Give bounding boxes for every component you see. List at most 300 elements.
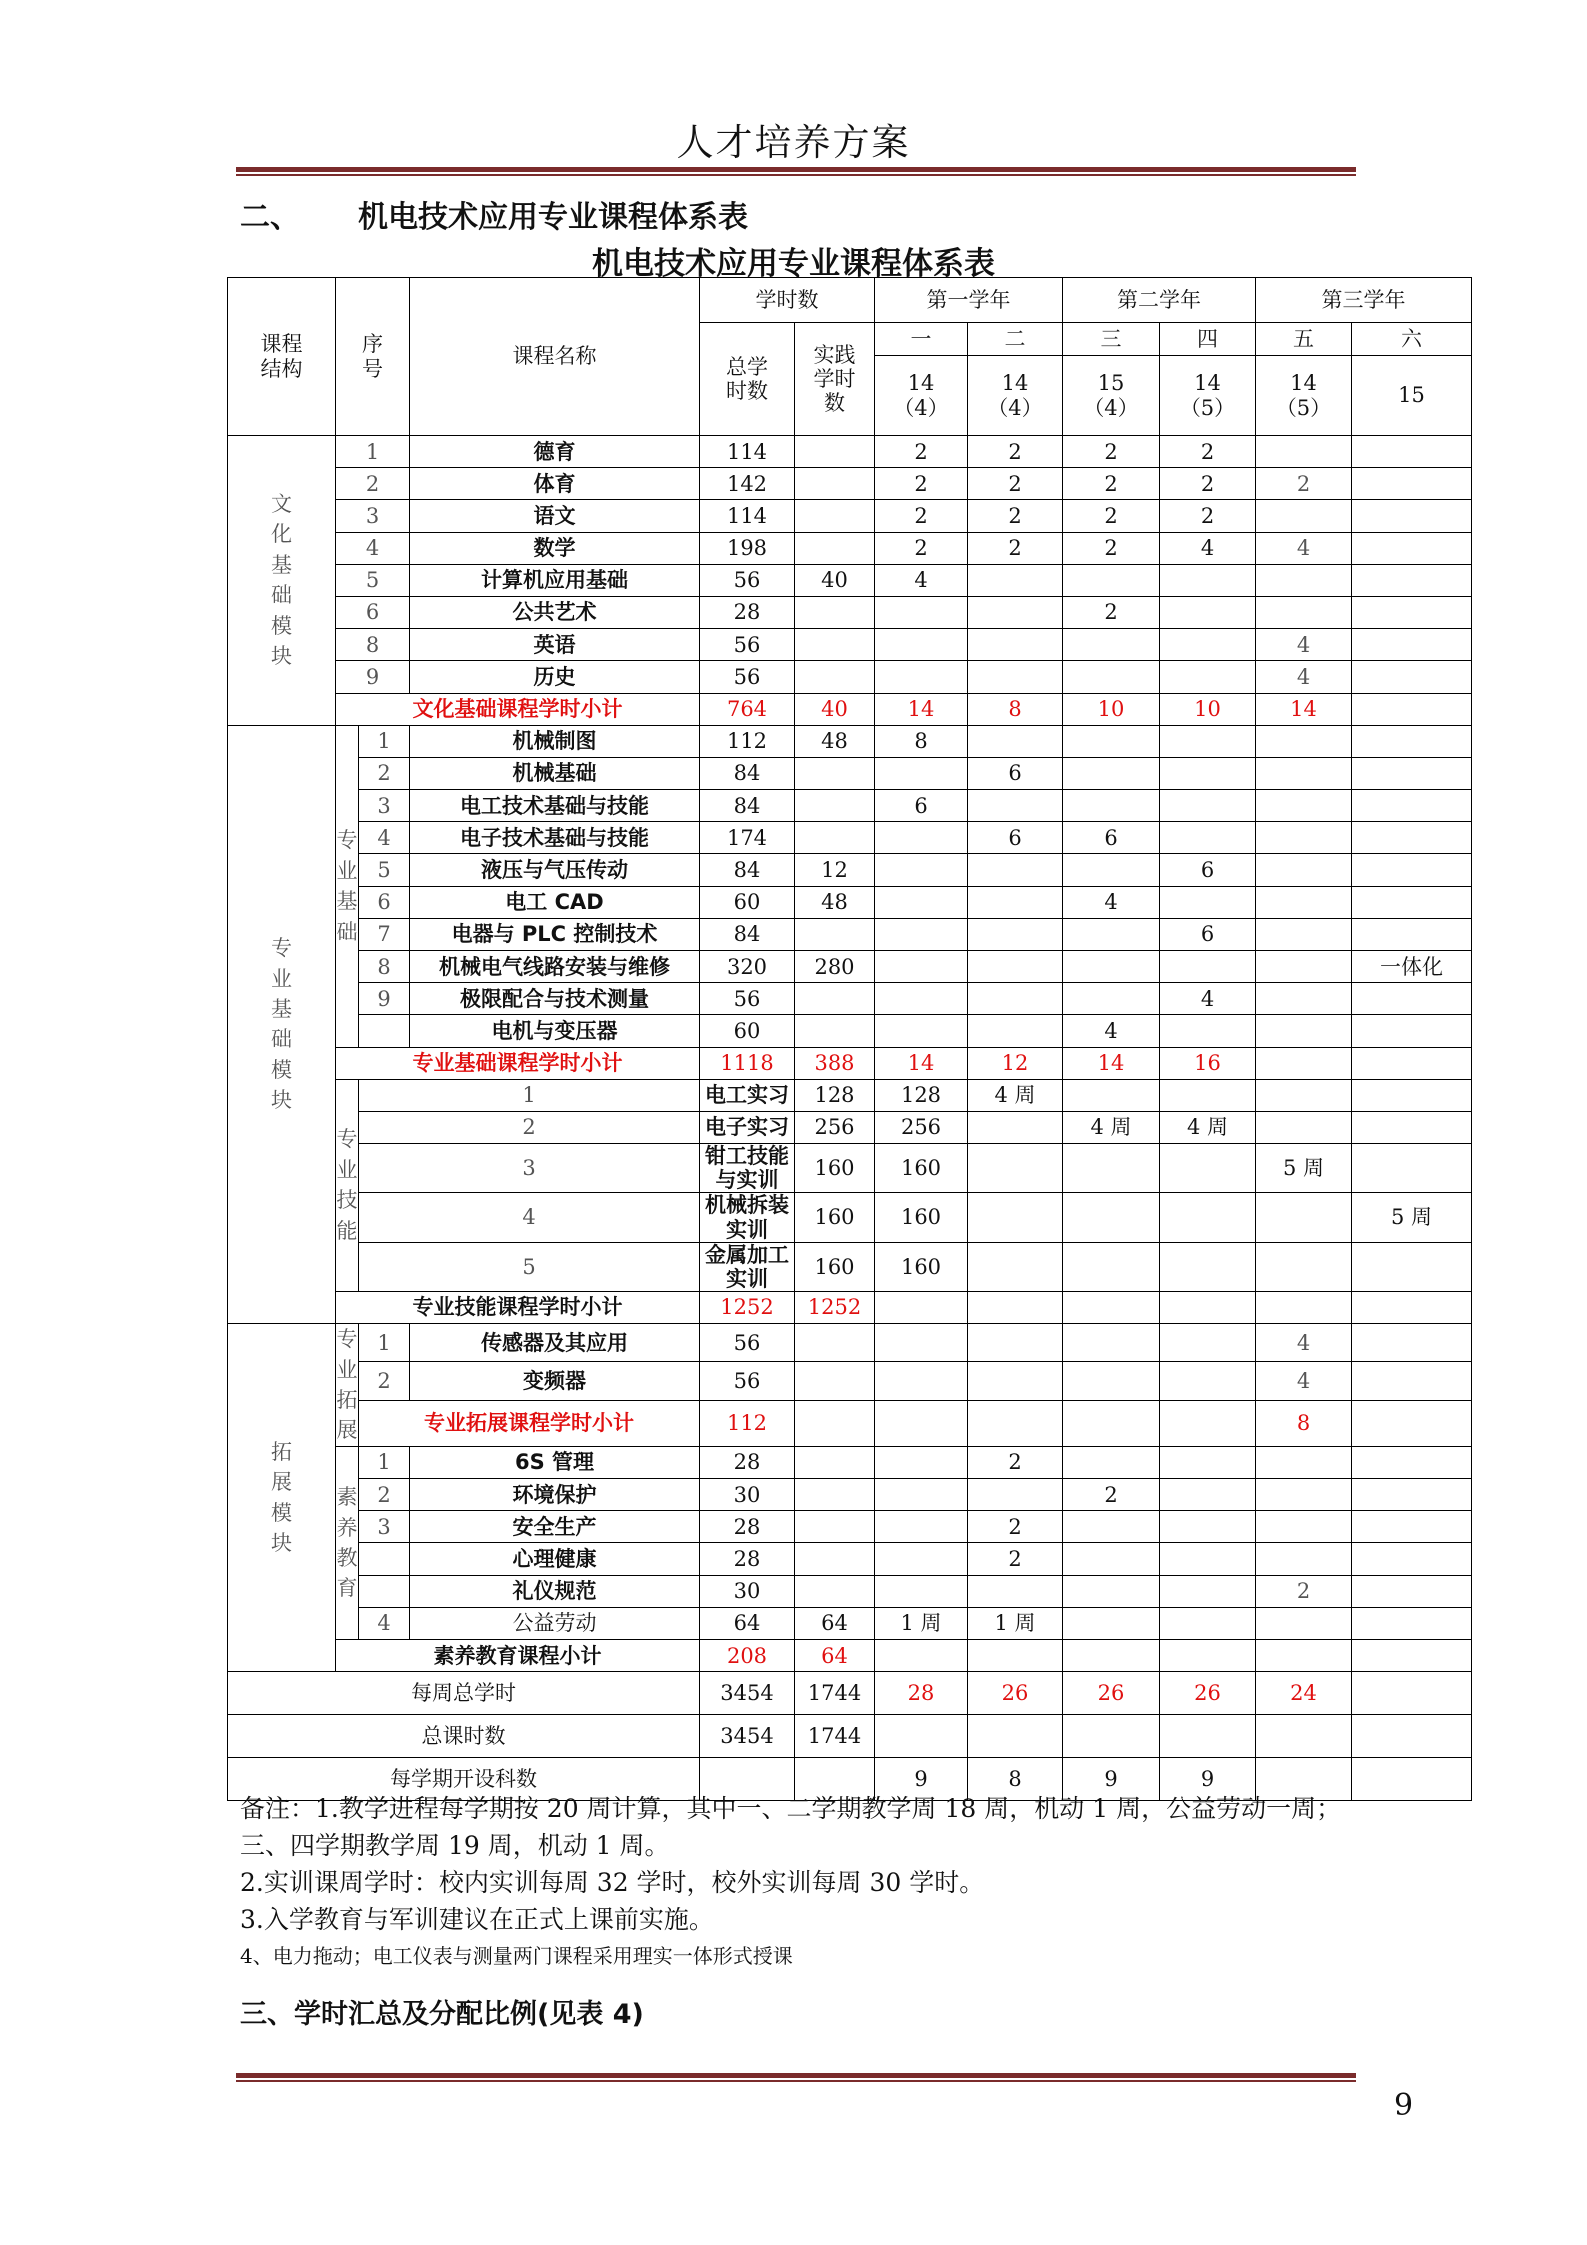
- module-extension: 拓 展 模 块: [228, 1324, 336, 1672]
- term-6-cell: [1352, 532, 1472, 564]
- course-name-cell: 英语: [410, 629, 700, 661]
- col-seq: 序 号: [336, 278, 410, 436]
- term-3-cell: [1063, 1446, 1160, 1478]
- seq-cell: 3: [336, 500, 410, 532]
- term-5-cell: [1256, 1446, 1352, 1478]
- term-3-cell: 4: [1063, 1015, 1160, 1047]
- seq-cell: 4: [336, 532, 410, 564]
- total-hours-cell: 114: [700, 436, 795, 468]
- seq-cell: 4: [359, 1607, 410, 1639]
- weekly-total-label: 每周总学时: [228, 1672, 700, 1715]
- term-1-cell: 2: [875, 436, 968, 468]
- term-5-cell: [1256, 1607, 1352, 1639]
- seq-cell: 9: [336, 661, 410, 693]
- seq-cell: [359, 1543, 410, 1575]
- term-5-cell: [1256, 886, 1352, 918]
- term-6-cell: 一体化: [1352, 951, 1472, 983]
- col-practice-hours: 实践 学时 数: [795, 323, 875, 436]
- term-2-cell: [968, 1575, 1063, 1607]
- course-name-cell: 公共艺术: [410, 596, 700, 628]
- total-hours-cell: 160: [795, 1193, 875, 1242]
- practice-hours-cell: 256: [875, 1111, 968, 1143]
- total-hours-cell: 320: [700, 951, 795, 983]
- term-5-cell: 24: [1256, 1672, 1352, 1715]
- table-row: [228, 1079, 1472, 1111]
- term-6-cell: [1352, 725, 1472, 757]
- seq-cell: 2: [359, 1479, 410, 1511]
- term-6-cell: [1352, 436, 1472, 468]
- term-1-cell: 2: [875, 468, 968, 500]
- table-row: [228, 1479, 1472, 1511]
- table-row: [228, 1111, 1472, 1143]
- course-name-cell: 历史: [410, 661, 700, 693]
- practice-hours-cell: [795, 1015, 875, 1047]
- term-5-cell: [1256, 1015, 1352, 1047]
- term-2-cell: 4 周: [1063, 1111, 1160, 1143]
- module-major: 专 业 基 础 模 块: [228, 725, 336, 1323]
- subtotal-row: [228, 1640, 1472, 1672]
- practice-hours-cell: [795, 918, 875, 950]
- table-row: [228, 983, 1472, 1015]
- course-name-cell: 机械电气线路安装与维修: [410, 951, 700, 983]
- table-row: [228, 1015, 1472, 1047]
- term-2-cell: 2: [968, 1511, 1063, 1543]
- term-1-cell: [875, 757, 968, 789]
- term-3-cell: 10: [1063, 693, 1160, 725]
- seq-cell: 3: [359, 1511, 410, 1543]
- term-5-cell: [1256, 790, 1352, 822]
- course-name-cell: 变频器: [410, 1362, 700, 1400]
- term-2-cell: 1 周: [968, 1607, 1063, 1639]
- subtotal-total-cell: 1252: [700, 1291, 795, 1323]
- header-rule-thick: [236, 167, 1356, 172]
- total-hours-cell: 28: [700, 1543, 795, 1575]
- term-4-cell: 16: [1160, 1047, 1256, 1079]
- document-header-title: 人才培养方案: [676, 121, 911, 164]
- section-3-heading: 三、学时汇总及分配比例(见表 4): [240, 1999, 644, 2030]
- term-5-cell: [1256, 918, 1352, 950]
- practice-hours-cell: 160: [875, 1242, 968, 1291]
- col-term-5: 五: [1256, 323, 1352, 356]
- term-4-cell: [1160, 757, 1256, 789]
- term-1-cell: [875, 1715, 968, 1758]
- term-2-cell: 6: [968, 822, 1063, 854]
- term-4-cell: 9: [1160, 1758, 1256, 1801]
- seq-cell: 5: [359, 854, 410, 886]
- term-2-cell: [968, 1324, 1063, 1362]
- term-5-cell: [1256, 951, 1352, 983]
- note-3: 3.入学教育与军训建议在正式上课前实施。: [240, 1905, 714, 1934]
- col-course-name: 课程名称: [410, 278, 700, 436]
- term-1-cell: 4: [875, 564, 968, 596]
- col-weeks-3: 15 （4）: [1063, 356, 1160, 436]
- total-hours-cell: 60: [700, 886, 795, 918]
- term-3-cell: [1063, 1400, 1160, 1446]
- submodule-ext-major: 专 业 拓 展: [336, 1324, 359, 1447]
- term-4-cell: 4: [1160, 532, 1256, 564]
- term-5-cell: 4: [1256, 1362, 1352, 1400]
- col-year-3: 第三学年: [1256, 278, 1472, 323]
- term-6-cell: [1352, 1640, 1472, 1672]
- term-2-cell: 2: [968, 1543, 1063, 1575]
- submodule-ext-quality: 素 养 教 育: [336, 1446, 359, 1639]
- subtotal-row: [228, 1291, 1472, 1323]
- seq-cell: 8: [359, 951, 410, 983]
- subtotal-practice-cell: 388: [795, 1047, 875, 1079]
- seq-cell: 4: [359, 822, 410, 854]
- col-year-2: 第二学年: [1063, 278, 1256, 323]
- term-2-cell: [1063, 1079, 1160, 1111]
- practice-hours-cell: 12: [795, 854, 875, 886]
- term-4-cell: [1160, 1543, 1256, 1575]
- practice-hours-cell: [795, 1511, 875, 1543]
- table-row: [228, 1607, 1472, 1639]
- term-4-cell: [1160, 951, 1256, 983]
- course-name-cell: 机械基础: [410, 757, 700, 789]
- course-name-cell: 电工技术基础与技能: [410, 790, 700, 822]
- seq-cell: 2: [359, 757, 410, 789]
- term-2-cell: 2: [968, 500, 1063, 532]
- term-2-cell: [968, 1640, 1063, 1672]
- seq-cell: 2: [359, 1111, 700, 1143]
- course-name-cell: 金属加工实训: [700, 1242, 795, 1291]
- total-hours-cell: 28: [700, 596, 795, 628]
- seq-cell: 5: [359, 1242, 700, 1291]
- term-1-cell: [875, 886, 968, 918]
- term-2-cell: 12: [968, 1047, 1063, 1079]
- term-1-cell: [968, 1111, 1063, 1143]
- table-row: [228, 500, 1472, 532]
- notes-block: [240, 1790, 1370, 1975]
- practice-hours-cell: [795, 983, 875, 1015]
- term-2-cell: [968, 918, 1063, 950]
- term-4-cell: [1160, 886, 1256, 918]
- term-2-cell: 2: [968, 468, 1063, 500]
- seq-cell: 1: [359, 725, 410, 757]
- term-3-cell: 4 周: [1160, 1111, 1256, 1143]
- term-2-cell: [968, 1479, 1063, 1511]
- total-hours-cell: 28: [700, 1446, 795, 1478]
- term-6-cell: [1352, 1400, 1472, 1446]
- practice-hours-cell: [795, 1575, 875, 1607]
- col-term-1: 一: [875, 323, 968, 356]
- course-name-cell: 语文: [410, 500, 700, 532]
- term-2-cell: 2: [968, 436, 1063, 468]
- term-4-cell: [1160, 725, 1256, 757]
- term-5-cell: [1256, 854, 1352, 886]
- practice-hours-cell: 128: [875, 1079, 968, 1111]
- table-row: [228, 468, 1472, 500]
- practice-hours-cell: [795, 1324, 875, 1362]
- subtotal-practice-cell: 64: [795, 1640, 875, 1672]
- section-2-heading: [240, 192, 748, 236]
- col-year-1: 第一学年: [875, 278, 1063, 323]
- term-4-cell: [1160, 661, 1256, 693]
- practice-hours-cell: 280: [795, 951, 875, 983]
- course-name-cell: 体育: [410, 468, 700, 500]
- term-4-cell: [1256, 1193, 1352, 1242]
- subtotal-name-cell: 素养教育课程小计: [336, 1640, 700, 1672]
- term-1-cell: 9: [875, 1758, 968, 1801]
- term-2-cell: 2: [968, 1446, 1063, 1478]
- term-3-cell: 4: [1063, 886, 1160, 918]
- table-row: [228, 1575, 1472, 1607]
- term-6-cell: [1352, 1291, 1472, 1323]
- term-3-cell: [1063, 1640, 1160, 1672]
- term-6-cell: [1352, 500, 1472, 532]
- course-name-cell: 传感器及其应用: [410, 1324, 700, 1362]
- term-4-cell: 26: [1160, 1672, 1256, 1715]
- term-5-cell: [1256, 757, 1352, 789]
- term-2-cell: [968, 1362, 1063, 1400]
- term-2-cell: [1063, 1144, 1160, 1193]
- course-name-cell: 环境保护: [410, 1479, 700, 1511]
- term-6-cell: [1352, 1047, 1472, 1079]
- header-row-1: [228, 278, 1472, 323]
- term-6-cell: [1352, 629, 1472, 661]
- term-1-cell: [875, 983, 968, 1015]
- seq-cell: 2: [359, 1362, 410, 1400]
- table-row: [228, 1324, 1472, 1362]
- term-2-cell: 26: [968, 1672, 1063, 1715]
- term-5-cell: [1352, 1111, 1472, 1143]
- term-6-cell: [1352, 1715, 1472, 1758]
- practice-hours-cell: [795, 532, 875, 564]
- term-5-cell: [1256, 1291, 1352, 1323]
- subtotal-row: [228, 1400, 1472, 1446]
- term-5-cell: [1256, 500, 1352, 532]
- table-row: [228, 661, 1472, 693]
- total-hours-cell: 30: [700, 1479, 795, 1511]
- term-5-cell: 5 周: [1352, 1193, 1472, 1242]
- term-4-cell: [1160, 822, 1256, 854]
- term-4-cell: [1160, 1511, 1256, 1543]
- term-4-cell: 5 周: [1256, 1144, 1352, 1193]
- course-system-table: [227, 277, 1472, 1801]
- seq-cell: 2: [336, 468, 410, 500]
- col-term-4: 四: [1160, 323, 1256, 356]
- table-row: [228, 951, 1472, 983]
- term-1-cell: [875, 1446, 968, 1478]
- subtotal-row: [228, 1047, 1472, 1079]
- term-5-cell: 4: [1256, 532, 1352, 564]
- term-1-cell: [875, 596, 968, 628]
- term-6-cell: [1352, 918, 1472, 950]
- practice-hours-cell: [795, 436, 875, 468]
- term-6-cell: [1352, 596, 1472, 628]
- total-hours-cell: 160: [795, 1144, 875, 1193]
- practice-hours-cell: [795, 500, 875, 532]
- module-culture: 文 化 基 础 模 块: [228, 436, 336, 726]
- course-name-cell: 心理健康: [410, 1543, 700, 1575]
- term-5-cell: [1352, 1079, 1472, 1111]
- term-5-cell: [1256, 1543, 1352, 1575]
- term-1-cell: [875, 1543, 968, 1575]
- term-1-cell: [875, 918, 968, 950]
- note-2: 2.实训课周学时：校内实训每周 32 学时，校外实训每周 30 学时。: [240, 1868, 985, 1897]
- table-row: [228, 629, 1472, 661]
- practice-hours-cell: [795, 1543, 875, 1575]
- term-1-cell: [875, 1479, 968, 1511]
- table-row: [228, 1511, 1472, 1543]
- term-4-cell: [1160, 1400, 1256, 1446]
- practice-hours-cell: 64: [795, 1607, 875, 1639]
- seq-cell: 1: [336, 436, 410, 468]
- course-name-cell: 机械拆装实训: [700, 1193, 795, 1242]
- practice-hours-cell: [795, 757, 875, 789]
- term-3-cell: [1063, 1543, 1160, 1575]
- term-5-cell: 8: [1256, 1400, 1352, 1446]
- footer-rule-thin: [236, 2080, 1356, 2082]
- seq-cell: 3: [359, 790, 410, 822]
- term-3-cell: [1063, 757, 1160, 789]
- total-hours-cell: 28: [700, 1511, 795, 1543]
- term-4-cell: [1160, 1575, 1256, 1607]
- weekly-total-row: [228, 1672, 1472, 1715]
- term-6-cell: [1352, 661, 1472, 693]
- term-3-cell: 14: [1063, 1047, 1160, 1079]
- practice-hours-cell: [795, 661, 875, 693]
- per-term-count-label: 每学期开设科数: [228, 1758, 700, 1801]
- term-2-cell: [968, 1015, 1063, 1047]
- term-3-cell: [1063, 1575, 1160, 1607]
- course-name-cell: 电机与变压器: [410, 1015, 700, 1047]
- term-4-cell: 2: [1160, 468, 1256, 500]
- term-1-cell: [875, 1324, 968, 1362]
- term-1-cell: 4 周: [968, 1079, 1063, 1111]
- table-title: 机电技术应用专业课程体系表: [592, 246, 995, 282]
- term-4-cell: [1160, 1715, 1256, 1758]
- course-name-cell: 6S 管理: [410, 1446, 700, 1478]
- subtotal-name-cell: 文化基础课程学时小计: [336, 693, 700, 725]
- term-2-cell: [968, 661, 1063, 693]
- term-4-cell: 2: [1160, 500, 1256, 532]
- seq-cell: [359, 1015, 410, 1047]
- term-2-cell: [968, 854, 1063, 886]
- term-4-cell: 2: [1160, 436, 1256, 468]
- term-5-cell: 4: [1256, 629, 1352, 661]
- term-5-cell: 14: [1256, 693, 1352, 725]
- course-name-cell: 安全生产: [410, 1511, 700, 1543]
- footer-rule-thick: [236, 2073, 1356, 2078]
- col-term-6: 六: [1352, 323, 1472, 356]
- term-1-cell: 2: [875, 532, 968, 564]
- term-1-cell: [875, 1291, 968, 1323]
- term-3-cell: [1160, 1242, 1256, 1291]
- course-name-cell: 电子技术基础与技能: [410, 822, 700, 854]
- table-row: [228, 1362, 1472, 1400]
- total-hours-cell: 56: [700, 629, 795, 661]
- term-4-cell: [1256, 1242, 1352, 1291]
- term-1-cell: [875, 1015, 968, 1047]
- term-2-cell: [968, 983, 1063, 1015]
- course-name-cell: 电工实习: [700, 1079, 795, 1111]
- table-row: [228, 790, 1472, 822]
- term-4-cell: [1160, 790, 1256, 822]
- term-4-cell: 6: [1160, 918, 1256, 950]
- table-row: [228, 596, 1472, 628]
- subtotal-total-cell: 112: [700, 1400, 795, 1446]
- term-6-cell: [1352, 564, 1472, 596]
- term-3-cell: [1063, 951, 1160, 983]
- total-hours-cell: 56: [700, 983, 795, 1015]
- term-4-cell: 6: [1160, 854, 1256, 886]
- total-hours-label: 总课时数: [228, 1715, 700, 1758]
- term-3-cell: 2: [1063, 532, 1160, 564]
- term-1-cell: [875, 854, 968, 886]
- term-2-cell: [1063, 1193, 1160, 1242]
- term-2-cell: [968, 1715, 1063, 1758]
- page-number: 9: [1394, 2088, 1414, 2123]
- table-row: [228, 725, 1472, 757]
- total-hours-cell: 128: [795, 1079, 875, 1111]
- seq-cell: 8: [336, 629, 410, 661]
- total-hours-cell: 30: [700, 1575, 795, 1607]
- col-term-3: 三: [1063, 323, 1160, 356]
- practice-hours-cell: 48: [795, 725, 875, 757]
- seq-cell: 1: [359, 1324, 410, 1362]
- total-hours-cell: 84: [700, 918, 795, 950]
- term-3-cell: 26: [1063, 1672, 1160, 1715]
- term-5-cell: [1256, 822, 1352, 854]
- term-4-cell: [1160, 1015, 1256, 1047]
- total-hours-cell: 142: [700, 468, 795, 500]
- term-6-cell: [1352, 1511, 1472, 1543]
- table-row: [228, 1193, 1472, 1242]
- col-weeks-4: 14 （5）: [1160, 356, 1256, 436]
- term-4-cell: [1256, 1079, 1352, 1111]
- practice-hours-cell: 40: [795, 564, 875, 596]
- term-2-cell: [968, 886, 1063, 918]
- term-2-cell: [968, 790, 1063, 822]
- subtotal-total-cell: 208: [700, 1640, 795, 1672]
- table-row: [228, 757, 1472, 789]
- term-3-cell: [1063, 725, 1160, 757]
- term-1-cell: [875, 951, 968, 983]
- term-6-cell: [1352, 1543, 1472, 1575]
- term-5-cell: [1256, 1479, 1352, 1511]
- term-6-cell: [1352, 983, 1472, 1015]
- table-row: [228, 532, 1472, 564]
- section-2-title: 机电技术应用专业课程体系表: [358, 200, 748, 235]
- term-1-cell: 14: [875, 693, 968, 725]
- course-name-cell: 数学: [410, 532, 700, 564]
- table-row: [228, 822, 1472, 854]
- seq-cell: 9: [359, 983, 410, 1015]
- term-2-cell: [968, 725, 1063, 757]
- term-6-cell: [1352, 1446, 1472, 1478]
- term-4-cell: [1160, 1607, 1256, 1639]
- seq-cell: 5: [336, 564, 410, 596]
- term-3-cell: [1063, 1607, 1160, 1639]
- total-practice-value: 1744: [795, 1715, 875, 1758]
- subtotal-name-cell: 专业拓展课程学时小计: [359, 1400, 700, 1446]
- col-weeks-5: 14 （5）: [1256, 356, 1352, 436]
- term-3-cell: 2: [1063, 1479, 1160, 1511]
- term-3-cell: [1063, 854, 1160, 886]
- seq-cell: 1: [359, 1446, 410, 1478]
- term-3-cell: [1063, 1362, 1160, 1400]
- term-5-cell: [1256, 1715, 1352, 1758]
- term-4-cell: [1160, 596, 1256, 628]
- subtotal-total-cell: 1118: [700, 1047, 795, 1079]
- col-total-hours: 总学 时数: [700, 323, 795, 436]
- term-4-cell: [1160, 1291, 1256, 1323]
- subtotal-practice-cell: 1252: [795, 1291, 875, 1323]
- header-rule-thin: [236, 174, 1356, 176]
- term-6-cell: [1352, 1607, 1472, 1639]
- term-6-cell: [1352, 1575, 1472, 1607]
